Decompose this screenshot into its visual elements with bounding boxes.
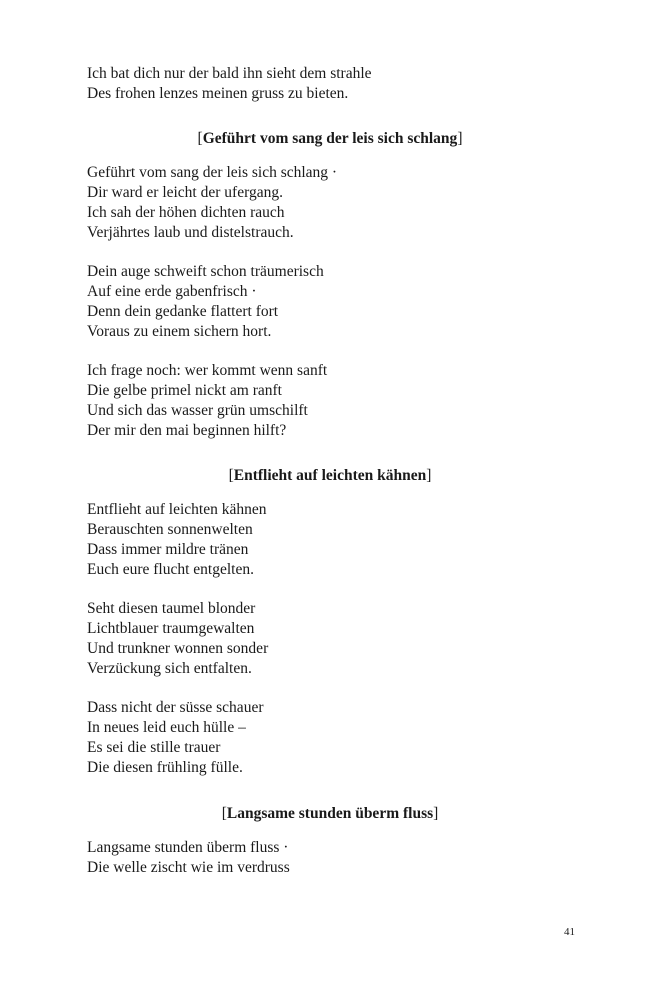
verse-line: Denn dein gedanke flattert fort: [87, 303, 279, 320]
poem-title-text: Entflieht auf leichten kähnen: [233, 467, 427, 484]
verse-line: Langsame stunden überm fluss ·: [87, 839, 289, 856]
verse-line: Seht diesen taumel blonder: [87, 600, 256, 617]
verse-line: Entflieht auf leichten kähnen: [87, 501, 267, 518]
verse-line: Ich sah der höhen dichten rauch: [87, 204, 285, 221]
poem-title-text: Langsame stunden überm fluss: [226, 805, 434, 822]
verse-line: Die welle zischt wie im verdruss: [87, 859, 290, 876]
verse-line: Dein auge schweift schon träumerisch: [87, 263, 324, 280]
poem-title-text: Geführt vom sang der leis sich schlang: [202, 130, 458, 147]
verse-line: Ich bat dich nur der bald ihn sieht dem strahle: [87, 65, 372, 82]
verse-line: Des frohen lenzes meinen gruss zu bieten.: [87, 85, 349, 102]
verse-line: Voraus zu einem sichern hort.: [87, 323, 272, 340]
verse-line: Geführt vom sang der leis sich schlang ·: [87, 164, 338, 181]
verse-line: Der mir den mai beginnen hilft?: [87, 422, 287, 439]
verse-line: Verjährtes laub und distelstrauch.: [87, 224, 294, 241]
verse-line: In neues leid euch hülle –: [87, 719, 246, 736]
verse-line: Berauschten sonnenwelten: [87, 521, 253, 538]
verse-line: Ich frage noch: wer kommt wenn sanft: [87, 362, 328, 379]
verse-line: Es sei die stille trauer: [87, 739, 221, 756]
page-number: 41: [564, 926, 575, 938]
verse-line: Die diesen frühling fülle.: [87, 759, 243, 776]
verse-line: Dass immer mildre tränen: [87, 541, 249, 558]
verse-line: Euch eure flucht entgelten.: [87, 561, 254, 578]
verse-line: Auf eine erde gabenfrisch ·: [87, 283, 257, 300]
poem-title: [Entflieht auf leichten kähnen]: [228, 467, 432, 484]
verse-line: Und sich das wasser grün umschilft: [87, 402, 308, 419]
poem-title: [Geführt vom sang der leis sich schlang]: [197, 130, 463, 147]
verse-line: Die gelbe primel nickt am ranft: [87, 382, 282, 399]
verse-line: Dass nicht der süsse schauer: [87, 699, 264, 716]
poem-title: [Langsame stunden überm fluss]: [221, 805, 439, 822]
verse-line: Und trunkner wonnen sonder: [87, 640, 269, 657]
verse-line: Lichtblauer traumgewalten: [87, 620, 255, 637]
verse-line: Verzückung sich entfalten.: [87, 660, 252, 677]
verse-line: Dir ward er leicht der ufergang.: [87, 184, 283, 201]
